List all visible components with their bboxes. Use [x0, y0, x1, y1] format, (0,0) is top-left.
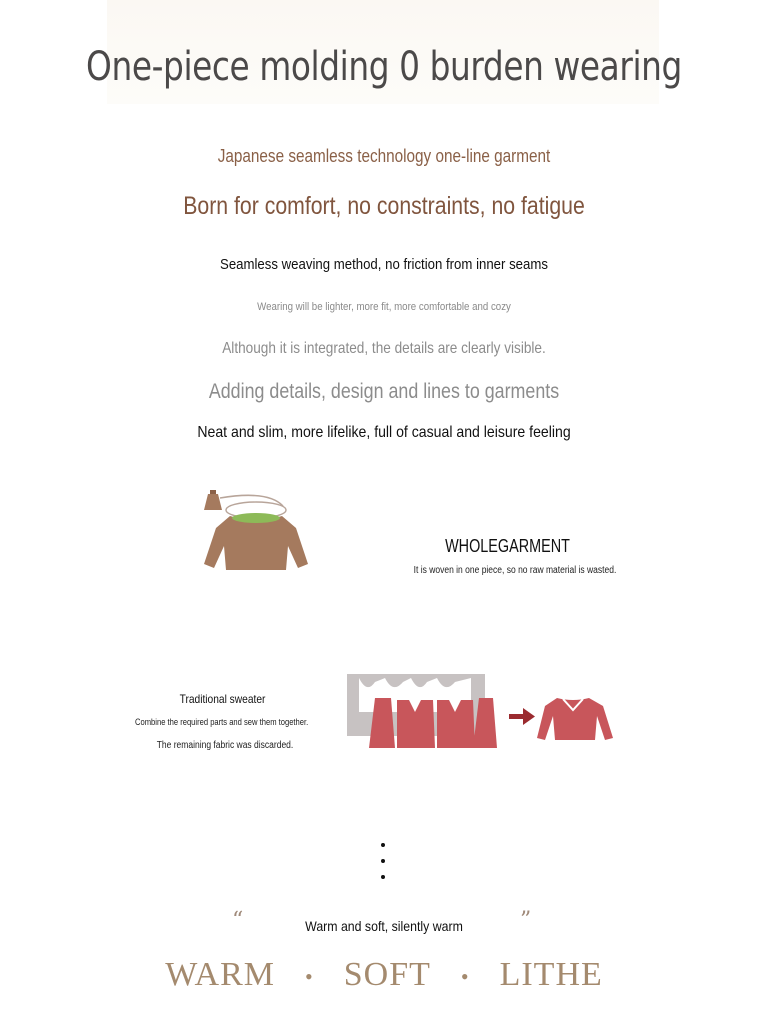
closing-quote: Warm and soft, silently warm: [305, 918, 463, 934]
wholegarment-title: WHOLEGARMENT: [445, 536, 570, 556]
tag-separator: •: [305, 964, 314, 990]
tag-warm: WARM: [165, 956, 276, 993]
tag-soft: SOFT: [343, 956, 431, 993]
traditional-title: Traditional sweater: [179, 692, 266, 706]
yarn-cone-icon: [204, 490, 222, 510]
traditional-sweater-illustration: [345, 672, 617, 752]
intro-line-6: Adding details, design and lines to garments: [208, 380, 560, 403]
wholegarment-description: It is woven in one piece, so no raw material is wasted.: [413, 565, 617, 576]
traditional-line-2: The remaining fabric was discarded.: [156, 740, 294, 751]
arrow-right-icon: [509, 708, 535, 725]
dot: [381, 843, 385, 847]
intro-headline: Born for comfort, no constraints, no fatigue: [183, 192, 585, 220]
quote-open-mark: “: [232, 908, 244, 933]
intro-line-7: Neat and slim, more lifelike, full of casual and leisure feeling: [197, 424, 571, 441]
dot: [381, 875, 385, 879]
wholegarment-sweater-illustration: [198, 488, 313, 578]
page-title: One-piece molding 0 burden wearing: [86, 44, 682, 90]
feature-tags: [0, 956, 768, 994]
traditional-line-1: Combine the required parts and sew them together.: [135, 717, 309, 728]
tag-lithe: LITHE: [499, 956, 603, 993]
intro-line-1: Japanese seamless technology one-line garment: [217, 146, 551, 166]
quote-close-mark: ”: [520, 908, 532, 933]
intro-line-5: Although it is integrated, the details are clearly visible.: [222, 340, 546, 357]
intro-line-3: Seamless weaving method, no friction from inner seams: [220, 256, 548, 273]
finished-sweater-icon: [537, 698, 613, 740]
ellipsis-dots: [380, 843, 386, 891]
tag-separator: •: [460, 964, 470, 990]
intro-line-4: Wearing will be lighter, more fit, more comfortable and cozy: [257, 301, 511, 313]
dot: [381, 859, 385, 863]
sweater-icon: [204, 513, 308, 570]
